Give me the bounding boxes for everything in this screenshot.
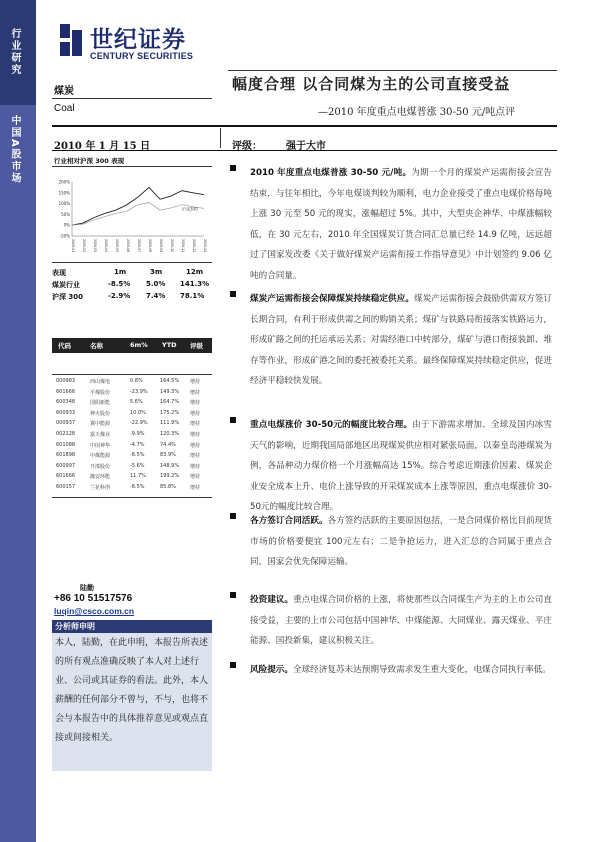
stock-table-cell: -9.9% (130, 430, 145, 437)
sector-name-cn: 煤炭 (54, 86, 74, 97)
chart-x-tick-label: 2010-01 (203, 239, 207, 252)
bullet-text: 煤炭产运需衔接会鼓励供需双方签订长期合同，有利于形成供需之间的购销关系；煤矿与铁路局衔接落实铁路运力，形成矿路之间的托运承运关系；对需经港口中转部分，煤矿与港口衔接装卸、堆存等作业，形成矿港之间的委托被委托关系。最终保障煤炭持续稳定供应，促进经济平稳较快发展。 (250, 294, 552, 386)
stock-table-cell: -23.9% (130, 388, 148, 395)
stock-table-cell: 000937 (56, 420, 76, 427)
stock-table-cell: 175.2% (160, 409, 180, 416)
bullet-paragraph (230, 289, 552, 392)
stock-table-row (52, 463, 212, 474)
stock-table-cell: 74.4% (160, 441, 176, 448)
returns-row-1m: -2.9% (108, 292, 131, 300)
bullet-paragraph (230, 590, 552, 652)
stock-table-cell: 神火股份 (90, 410, 111, 417)
stock-table-cell: -8.5% (130, 483, 145, 490)
divider (220, 128, 221, 148)
stock-table-cell: 增持 (190, 431, 201, 438)
stock-table-cell: 600157 (56, 483, 76, 490)
stock-table-cell: 增持 (190, 484, 201, 491)
stock-table-cell: 国阳新能 (90, 400, 111, 407)
bullet-text: 各方签约活跃的主要原因包括，一是合同煤价格比目前现货市场的价格要便宜 100元左右；二是争抢运力，进入汇总的合同属于重点合同，国家会优先保障运输。 (250, 516, 552, 567)
bullet-text: 重点电煤合同价格的上涨，将使那些以合同煤生产为主的上市公司直接受益，主要的上市公司包括中国神华、中煤能源、大同煤业、露天煤业、平庄能源、国投新集，建议积极关注。 (250, 595, 552, 646)
chart-x-tick-label: 2009-10 (170, 239, 174, 252)
chart-title: 行业相对沪深 300 表现 (54, 157, 125, 165)
chart-y-tick-label: 150% (58, 190, 70, 196)
chart-y-tick-label: 100% (58, 201, 70, 207)
returns-row (52, 292, 212, 304)
stock-table-cell: -4.7% (130, 441, 145, 448)
chart-x-tick-label: 2009-07 (137, 239, 141, 252)
stock-header-cell: YTD (162, 341, 177, 349)
stock-table-cell: 增持 (190, 442, 201, 449)
company-logo (60, 22, 205, 68)
returns-row-12m: 78.1% (180, 292, 205, 300)
stock-table-cell: 601666 (56, 473, 76, 480)
chart-x-tick-label: 2009-11 (181, 239, 185, 252)
stock-table-cell: 0.8% (130, 378, 143, 384)
logo-chinese-name: 世纪证券 (90, 27, 186, 53)
bullet-square-icon (230, 662, 236, 668)
stock-table-cell: 85.8% (160, 483, 176, 490)
chart-x-tick-label: 2009-04 (104, 239, 108, 252)
chart-x-tick-label: 2009-12 (192, 239, 196, 252)
stock-header-cell: 名称 (90, 342, 103, 350)
stock-table-row (52, 399, 212, 410)
stock-table-cell: 000983 (56, 378, 76, 384)
stock-table-cell: 83.9% (160, 452, 176, 459)
performance-chart (52, 176, 212, 252)
logo-mark-icon (60, 24, 84, 58)
returns-row-3m: 5.0% (146, 280, 166, 288)
stock-table-body (52, 378, 212, 495)
stock-table-cell: 164.5% (160, 378, 180, 384)
stock-table-cell: 增持 (190, 410, 201, 417)
chart-x-tick-label: 2009-08 (148, 239, 152, 252)
page-title: 幅度合理 以合同煤为主的公司直接受益 (232, 75, 511, 93)
bullet-square-icon (230, 417, 236, 423)
stock-header-cell: 6m% (130, 341, 148, 349)
stock-table-row (52, 431, 212, 442)
bullet-lead: 煤炭产运需衔接会保障煤炭持续稳定供应。 (250, 294, 414, 304)
sidebar-label-market: 中国A股市场 (9, 115, 20, 185)
stock-table-cell: 601088 (56, 441, 76, 448)
bullet-square-icon (230, 291, 236, 297)
stock-table-cell: 002128 (56, 430, 76, 437)
bullet-lead: 风险提示。 (250, 665, 293, 675)
stock-table-cell: 600997 (56, 462, 76, 469)
returns-row-1m: -8.5% (108, 280, 131, 288)
stock-table-header (52, 338, 212, 353)
page-subtitle: —2010 年度重点电煤普涨 30-50 元/吨点评 (318, 107, 516, 118)
bullet-text: 为期一个月的煤炭产运需衔接会宣告结束，与往年相比，今年电煤谈判较为顺利，电力企业接受了重点电煤价格每吨上涨 30 元至 50 元的现实，涨幅超过 5%。其中，大型央企神华、中煤涨幅较低，在 30 元左右，2010 年全国煤炭订货合同汇总量已经 14.9 亿吨，远远超过了国家发改委《关于做好煤炭产运需衔接工作指导意见》中计划签约 9.06 亿吨的合同量。 (250, 168, 552, 281)
stock-table-cell: 潞安环能 (90, 474, 111, 481)
sidebar-band-top (0, 0, 36, 105)
rating-label: 评级： (232, 141, 262, 152)
chart-x-tick-label: 2009-01 (71, 239, 75, 252)
bullet-lead: 各方签订合同活跃。 (250, 516, 328, 526)
stock-table-cell: 增持 (190, 463, 201, 470)
returns-row-12m: 141.3% (180, 280, 210, 288)
chart-y-tick-label: 50% (61, 211, 70, 217)
returns-row-name: 煤炭行业 (52, 281, 80, 289)
stock-table-cell: 冀中能源 (90, 421, 111, 428)
report-date: 2010 年 1 月 15 日 (54, 141, 151, 152)
stock-table-cell: 120.3% (160, 430, 180, 437)
returns-row-name: 沪深 300 (52, 293, 84, 301)
stock-table-cell: 增持 (190, 421, 201, 428)
divider (52, 98, 212, 99)
bullet-paragraph (230, 415, 552, 518)
chart-x-tick-label: 2009-02 (82, 239, 86, 252)
stock-table-cell: 148.9% (160, 462, 180, 469)
stock-table-cell: 600348 (56, 399, 76, 406)
stock-table-row (52, 452, 212, 463)
returns-table (52, 268, 212, 304)
chart-y-tick-label: 200% (58, 179, 70, 185)
stock-table-cell: 增持 (190, 474, 201, 481)
bullet-paragraph (230, 660, 552, 681)
stock-header-cell: 代码 (58, 342, 71, 350)
stock-table-row (52, 473, 212, 484)
stock-table-cell: 601666 (56, 388, 76, 395)
stock-table-cell: 开滦股份 (90, 463, 111, 470)
bullet-lead: 2010 年度重点电煤普涨 30-50 元/吨。 (250, 168, 412, 178)
stock-table-row (52, 442, 212, 453)
divider (52, 125, 557, 127)
stock-table-cell: 增持 (190, 379, 201, 385)
stock-table-cell: 增持 (190, 389, 201, 396)
stock-header-cell: 评级 (190, 342, 203, 350)
bullet-square-icon (230, 513, 236, 519)
stock-table-cell: -22.9% (130, 420, 148, 427)
returns-header-cell: 3m (150, 268, 163, 276)
bullet-paragraph (230, 163, 552, 286)
bullet-text: 全球经济复苏未达预期导致需求发生重大变化，电煤合同执行率低。 (292, 665, 551, 675)
logo-english-name: CENTURY SECURITIES (90, 51, 194, 61)
returns-header-cell: 12m (186, 268, 204, 276)
divider (228, 70, 557, 71)
stock-table-cell: -5.6% (130, 462, 145, 469)
divider (52, 166, 212, 167)
chart-y-tick-label: -50% (59, 233, 70, 239)
statement-header (52, 620, 212, 633)
rating-value: 强于大市 (286, 141, 326, 152)
returns-header-cell: 1m (114, 268, 127, 276)
stock-table-row (52, 389, 212, 400)
stock-table-cell: 149.3% (160, 388, 180, 395)
chart-x-tick-label: 2009-09 (159, 239, 163, 252)
stock-table-cell: 西山煤电 (90, 379, 111, 385)
chart-x-tick-label: 2009-06 (126, 239, 130, 252)
analyst-email-link[interactable]: luqin@csco.com.cn (54, 606, 135, 616)
stock-table-cell: 10.0% (130, 409, 146, 416)
analyst-name: 陆勤 (80, 584, 94, 592)
returns-row-3m: 7.4% (146, 292, 166, 300)
bullet-lead: 重点电煤涨价 30-50元的幅度比较合理。 (250, 420, 413, 430)
statement-box (52, 633, 212, 771)
stock-table-row (52, 484, 212, 495)
stock-table-row (52, 378, 212, 389)
sidebar-label-research: 行业研究 (9, 28, 20, 76)
stock-table-cell: 164.7% (160, 399, 180, 406)
sidebar-band-bottom (0, 105, 36, 842)
divider (52, 262, 212, 263)
chart-x-tick-label: 2009-03 (93, 239, 97, 252)
stock-table-row (52, 420, 212, 431)
returns-row (52, 280, 212, 292)
stock-table-cell: 600933 (56, 409, 76, 416)
statement-title: 分析师申明 (55, 622, 95, 631)
stock-table-cell: 中国神华 (90, 442, 111, 449)
sector-name-en: Coal (54, 103, 75, 114)
stock-table-cell: 199.2% (160, 473, 180, 480)
divider (52, 374, 212, 375)
divider (52, 497, 212, 498)
bullet-square-icon (230, 165, 236, 171)
stock-table-cell: 露天煤业 (90, 431, 111, 438)
stock-table-cell: 平煤股份 (90, 389, 111, 396)
statement-text: 本人，陆勤，在此申明，本报告所表述的所有观点准确反映了本人对上述行业、公司或其证券的看法。此外，本人薪酬的任何部分不曾与，不与，也将不会与本报告中的具体推荐意见或观点直接或间接相关。 (55, 638, 209, 743)
bullet-text: 由于下游需求增加、全球及国内冰雪天气的影响，近期我国局部地区出现煤炭供应相对紧张局面，以秦皇岛港煤炭为例，各品种动力煤价格一个月涨幅高达 15%。综合考虑近期涨价因素、煤炭企业安全成本上升、电价上涨导致的开采煤炭成本上涨等原因，重点电煤涨价 30-50元的幅度比较合理。 (250, 420, 552, 512)
returns-header-row (52, 268, 212, 280)
analyst-phone: +86 10 51517576 (54, 593, 133, 604)
chart-annotation: 沪深300 (182, 206, 198, 212)
stock-table-cell: -8.5% (130, 452, 145, 459)
stock-table-cell: 601898 (56, 452, 76, 459)
chart-x-tick-label: 2009-05 (115, 239, 119, 252)
returns-header-cell: 表现 (52, 269, 66, 277)
stock-table-cell: 5.6% (130, 399, 143, 406)
stock-table-cell: 11.7% (130, 473, 146, 480)
stock-table-cell: 111.9% (160, 420, 180, 427)
bullet-paragraph (230, 511, 552, 573)
chart-y-tick-label: 0% (63, 222, 70, 228)
stock-table-row (52, 410, 212, 421)
stock-table-cell: 增持 (190, 400, 201, 407)
stock-table-cell: 中煤能源 (90, 453, 111, 460)
stock-table-cell: 增持 (190, 453, 201, 460)
bullet-lead: 投资建议。 (250, 595, 294, 605)
stock-table-cell: 兰花科创 (90, 484, 111, 491)
bullet-square-icon (230, 592, 236, 598)
